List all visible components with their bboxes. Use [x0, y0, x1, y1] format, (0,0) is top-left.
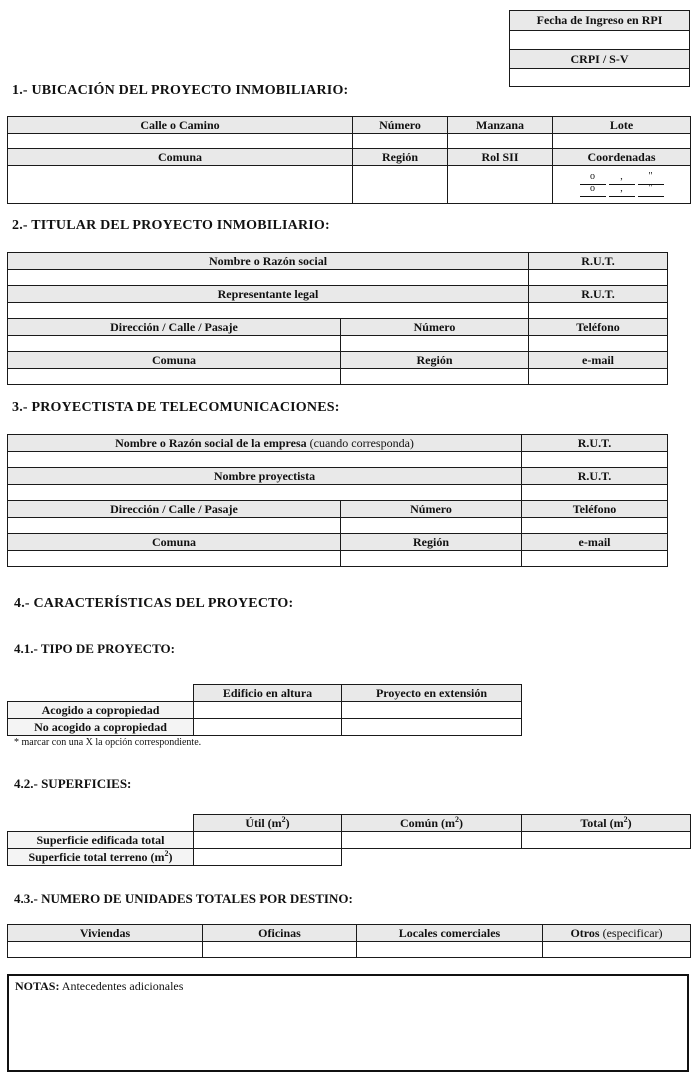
legal-rep-field[interactable] [8, 303, 529, 319]
project-type-table [7, 684, 522, 736]
total-area-label: Total $(m^2)$ [522, 815, 691, 832]
owner-address-label: Dirección / Calle / Pasaje [8, 319, 341, 336]
number-field[interactable] [353, 134, 448, 149]
mark-x-footnote: * marcar con una X la opción correspondiente. [14, 737, 202, 748]
designer-number-field[interactable] [341, 518, 522, 534]
longitude-line[interactable]: o , " [556, 185, 687, 197]
land-area-label: Superficie total terreno $(m^2)$ [8, 849, 194, 866]
section4-title: 4.- CARACTERÍSTICAS DEL PROYECTO: [14, 596, 294, 611]
owner-address-field[interactable] [8, 336, 341, 352]
company-rut-label: R.U.T. [522, 435, 668, 452]
commercial-label: Locales comerciales [357, 925, 543, 942]
owner-email-field[interactable] [529, 369, 668, 385]
owner-number-field[interactable] [341, 336, 529, 352]
designer-region-field[interactable] [341, 551, 522, 567]
common-area-label: Común $(m^2)$ [342, 815, 522, 832]
designer-region-label: Región [341, 534, 522, 551]
street-field[interactable] [8, 134, 353, 149]
company-name-label: Nombre o Razón social de la empresa (cuando corresponda) [8, 435, 522, 452]
designer-name-label: Nombre proyectista [8, 468, 522, 485]
coordinates-label: Coordenadas [553, 149, 691, 166]
owner-name-label: Nombre o Razón social [8, 253, 529, 270]
designer-phone-label: Teléfono [522, 501, 668, 518]
commercial-field[interactable] [357, 942, 543, 958]
owner-region-label: Región [341, 352, 529, 369]
offices-field[interactable] [203, 942, 357, 958]
lot-field[interactable] [553, 134, 691, 149]
owner-phone-label: Teléfono [529, 319, 668, 336]
housing-field[interactable] [8, 942, 203, 958]
region-label: Región [353, 149, 448, 166]
rpi-header-box [509, 10, 690, 87]
useful-area-label: Útil $(m^2)$ [194, 815, 342, 832]
section3-title: 3.- PROYECTISTA DE TELECOMUNICACIONES: [12, 400, 340, 415]
crpi-code: CRPI / S-V [510, 50, 690, 69]
owner-email-label: e-mail [529, 352, 668, 369]
designer-rut-label: R.U.T. [522, 468, 668, 485]
notes-text: Antecedentes adicionales [61, 979, 184, 993]
designer-email-field[interactable] [522, 551, 668, 567]
land-area-field[interactable] [194, 849, 342, 866]
copropiedad-extension-checkbox[interactable] [342, 702, 522, 719]
built-area-label: Superficie edificada total [8, 832, 194, 849]
no-copropiedad-high-rise-checkbox[interactable] [194, 719, 342, 736]
owner-comuna-field[interactable] [8, 369, 341, 385]
latitude-line[interactable]: o , " [556, 173, 687, 185]
others-field[interactable] [543, 942, 691, 958]
location-table [7, 116, 691, 204]
designer-address-field[interactable] [8, 518, 341, 534]
block-label: Manzana [448, 117, 553, 134]
copropiedad-high-rise-checkbox[interactable] [194, 702, 342, 719]
built-total-field[interactable] [522, 832, 691, 849]
comuna-label: Comuna [8, 149, 353, 166]
no-copropiedad-extension-checkbox[interactable] [342, 719, 522, 736]
block-field[interactable] [448, 134, 553, 149]
surfaces-title: 4.2.- SUPERFICIES: [14, 776, 132, 791]
designer-address-label: Dirección / Calle / Pasaje [8, 501, 341, 518]
owner-table [7, 252, 668, 385]
coordinates-field[interactable] [553, 166, 691, 204]
company-name-field[interactable] [8, 452, 522, 468]
region-field[interactable] [353, 166, 448, 204]
built-useful-field[interactable] [194, 832, 342, 849]
housing-label: Viviendas [8, 925, 203, 942]
built-common-field[interactable] [342, 832, 522, 849]
lot-label: Lote [553, 117, 691, 134]
rol-sii-field[interactable] [448, 166, 553, 204]
street-label: Calle o Camino [8, 117, 353, 134]
designer-comuna-label: Comuna [8, 534, 341, 551]
owner-comuna-label: Comuna [8, 352, 341, 369]
no-copropiedad-label: No acogido a copropiedad [8, 719, 194, 736]
number-label: Número [353, 117, 448, 134]
surfaces-table [7, 814, 691, 866]
high-rise-label: Edificio en altura [194, 685, 342, 702]
designer-rut-field[interactable] [522, 485, 668, 501]
rol-sii-label: Rol SII [448, 149, 553, 166]
designer-email-label: e-mail [522, 534, 668, 551]
company-rut-field[interactable] [522, 452, 668, 468]
designer-number-label: Número [341, 501, 522, 518]
legal-rep-rut-field[interactable] [529, 303, 668, 319]
section1-title: 1.- UBICACIÓN DEL PROYECTO INMOBILIARIO: [12, 83, 349, 98]
owner-name-field[interactable] [8, 270, 529, 286]
designer-table [7, 434, 668, 567]
notes-label: NOTAS: [15, 979, 60, 993]
project-type-title: 4.1.- TIPO DE PROYECTO: [14, 641, 175, 656]
section2-title: 2.- TITULAR DEL PROYECTO INMOBILIARIO: [12, 218, 330, 233]
owner-region-field[interactable] [341, 369, 529, 385]
offices-label: Oficinas [203, 925, 357, 942]
units-title: 4.3.- NUMERO DE UNIDADES TOTALES POR DESTINO: [14, 891, 353, 906]
copropiedad-label: Acogido a copropiedad [8, 702, 194, 719]
owner-phone-field[interactable] [529, 336, 668, 352]
owner-rut-field[interactable] [529, 270, 668, 286]
crpi-code-field[interactable] [510, 69, 690, 87]
owner-rut-label: R.U.T. [529, 253, 668, 270]
others-label: Otros (especificar) [543, 925, 691, 942]
extension-label: Proyecto en extensión [342, 685, 522, 702]
legal-rep-rut-label: R.U.T. [529, 286, 668, 303]
designer-phone-field[interactable] [522, 518, 668, 534]
comuna-field[interactable] [8, 166, 353, 204]
notes-box[interactable] [7, 974, 689, 1072]
units-table [7, 924, 691, 958]
rpi-date-field[interactable] [510, 31, 690, 50]
owner-number-label: Número [341, 319, 529, 336]
legal-rep-label: Representante legal [8, 286, 529, 303]
rpi-date-label: Fecha de Ingreso en RPI [510, 11, 690, 31]
designer-name-field[interactable] [8, 485, 522, 501]
designer-comuna-field[interactable] [8, 551, 341, 567]
